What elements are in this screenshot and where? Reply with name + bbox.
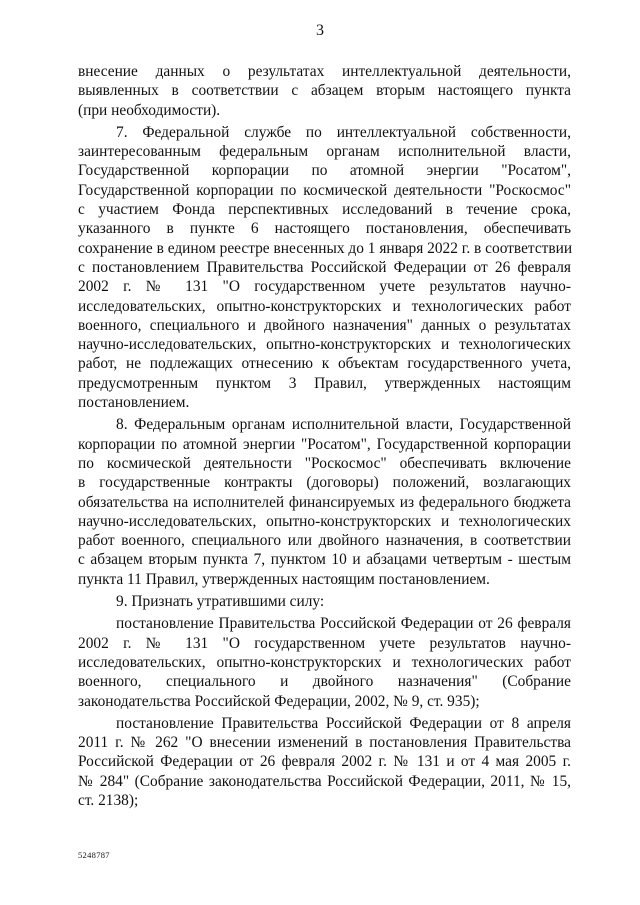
text-line: 8. Федеральным органам исполнительной власти, Государственной (116, 416, 571, 434)
text-line: Государственной корпорации по космической деятельности "Роскосмос" (78, 181, 571, 199)
text-line: с постановлением Правительства Российской Федерации от 26 февраля (78, 258, 571, 276)
document-body (78, 62, 571, 810)
paragraph (78, 62, 571, 120)
text-line: законодательства Российской Федерации, 2002, № 9, ст. 935); (78, 692, 480, 710)
text-line: 9. Признать утратившими силу: (116, 593, 325, 611)
text-line: корпорации по атомной энергии "Росатом", Государственной корпорации (78, 435, 571, 453)
document-code: 5248787 (78, 850, 110, 860)
text-line: ст. 2138); (78, 791, 139, 809)
paragraph (78, 714, 571, 810)
text-line: указанного в пункте 6 настоящего постановления, обеспечивать (78, 220, 571, 238)
text-line: обязательства на исполнителей финансируемых из федерального бюджета (78, 493, 571, 511)
text-line: Российской Федерации от 26 февраля 2002 г. № 131 и от 4 мая 2005 г. (78, 753, 571, 771)
text-line: Государственной корпорации по атомной энергии "Росатом", (78, 162, 571, 180)
text-line: 2011 г. № 262 "О внесении изменений в постановления Правительства (78, 734, 571, 752)
paragraph (78, 592, 571, 611)
text-line: 7. Федеральной службе по интеллектуальной собственности, (116, 123, 571, 141)
paragraph (78, 123, 571, 412)
text-line: с абзацем вторым пункта 7, пунктом 10 и абзацами четвертым - шестым (78, 551, 571, 569)
text-line: научно-исследовательских, опытно-конструкторских и технологических (78, 512, 571, 530)
page-number: 3 (316, 22, 324, 39)
text-line: предусмотренным пунктом 3 Правил, утвержденных настоящим (78, 374, 571, 392)
text-line: выявленных в соответствии с абзацем вторым настоящего пункта (78, 82, 571, 100)
paragraph (78, 614, 571, 710)
text-line: внесение данных о результатах интеллектуальной деятельности, (78, 63, 571, 80)
text-line: по космической деятельности "Роскосмос" обеспечивать включение (78, 454, 571, 472)
paragraph (78, 415, 571, 589)
text-line: № 284" (Собрание законодательства Российской Федерации, 2011, № 15, (78, 772, 571, 790)
text-line: с участием Фонда перспективных исследований в течение срока, (78, 201, 571, 219)
text-line: пункта 11 Правил, утвержденных настоящим постановлением. (78, 570, 490, 588)
text-line: постановлением. (78, 394, 190, 412)
text-line: военного, специального и двойного назначения" данных о результатах (78, 316, 571, 334)
text-line: научно-исследовательских, опытно-конструкторских и технологических (78, 336, 571, 354)
text-line: военного, специального и двойного назначения" (Собрание (78, 673, 571, 691)
text-line: исследовательских, опытно-конструкторских и технологических работ (78, 653, 571, 671)
text-line: в государственные контракты (договоры) положений, возлагающих (78, 474, 571, 492)
text-line: заинтересованным федеральным органам исполнительной власти, (78, 143, 571, 161)
text-line: 2002 г. № 131 "О государственном учете результатов научно- (78, 634, 571, 652)
text-line: сохранение в едином реестре внесенных до 1 января 2022 г. в соответствии (78, 239, 573, 257)
text-line: постановление Правительства Российской Федерации от 8 апреля (116, 714, 571, 732)
text-line: (при необходимости). (78, 101, 221, 119)
text-line: постановление Правительства Российской Федерации от 26 февраля (116, 615, 571, 633)
text-line: исследовательских, опытно-конструкторских и технологических работ (78, 297, 571, 315)
text-line: работ военного, специального или двойного назначения, в соответствии (78, 532, 571, 550)
text-line: 2002 г. № 131 "О государственном учете результатов научно- (78, 278, 571, 296)
text-line: работ, не подлежащих отнесению к объектам государственного учета, (78, 355, 571, 373)
